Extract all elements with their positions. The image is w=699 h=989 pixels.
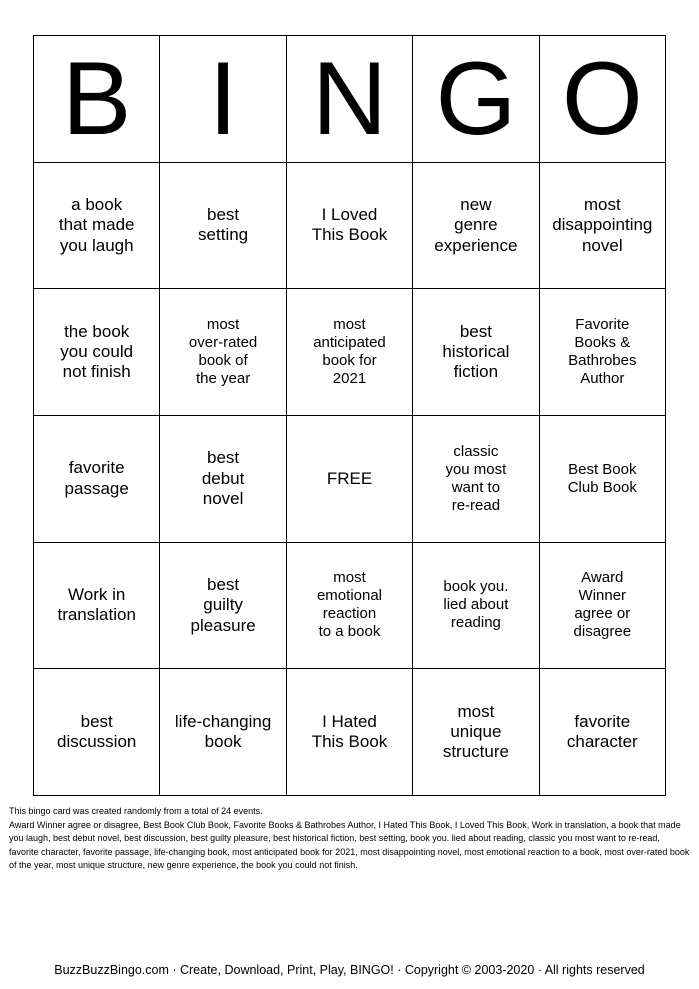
cell-text: most anticipated book for 2021 [313, 316, 386, 388]
bingo-cell [160, 289, 286, 416]
cell-text: the book you could not finish [60, 321, 134, 382]
cell-text: I Hated This Book [311, 711, 388, 752]
bingo-cell [160, 163, 286, 290]
bingo-cell [413, 289, 539, 416]
card-description [9, 805, 690, 873]
cell-text: Favorite Books & Bathrobes Author [568, 316, 637, 388]
cell-text: best discussion [57, 711, 137, 752]
bingo-card [33, 35, 666, 796]
bingo-cell [287, 669, 413, 796]
cell-text: most unique structure [442, 701, 509, 762]
free-space-text: FREE [326, 468, 373, 488]
bingo-cell [160, 543, 286, 670]
cell-text: most disappointing novel [552, 194, 653, 255]
bingo-cell [540, 163, 666, 290]
header-letter-n: N [287, 36, 413, 163]
cell-text: best setting [198, 205, 249, 245]
cell-text: best guilty pleasure [190, 574, 256, 635]
description-event-list: Award Winner agree or disagree, Best Book Club Book, Favorite Books & Bathrobes Author, I Hated This Book, I Loved This Book, Work in translation, a book that made you laugh, best debut novel, best discussion, best guilty pleasure, best historical fiction, best setting, book you. lied about reading, classic you most want to re-read, favorite character, favorite passage, life-changing book, most anticipated book for 2021, most disappointing novel, most emotional reaction to a book, most over-rated book of the year, most unique structure, new genre experience, the book you could not finish. [9, 819, 690, 870]
header-letter-g: G [413, 36, 539, 163]
bingo-cell [413, 416, 539, 543]
cell-text: Best Book Club Book [567, 460, 637, 496]
bingo-cell [540, 669, 666, 796]
bingo-cell [34, 416, 160, 543]
bingo-cell [287, 163, 413, 290]
bingo-cell [160, 416, 286, 543]
cell-text: best debut novel [201, 448, 245, 509]
bingo-cell [34, 669, 160, 796]
cell-text: Award Winner agree or disagree [573, 569, 632, 641]
cell-text: favorite character [566, 711, 638, 752]
cell-text: most emotional reaction to a book [316, 569, 383, 641]
cell-text: Work in translation [57, 585, 136, 625]
cell-text: classic you most want to re-read [445, 442, 507, 514]
bingo-cell [287, 289, 413, 416]
header-letter-i: I [160, 36, 286, 163]
description-summary: This bingo card was created randomly from a total of 24 events. [9, 806, 263, 816]
bingo-cell [413, 163, 539, 290]
bingo-cell [287, 543, 413, 670]
cell-text: favorite passage [64, 458, 129, 498]
bingo-cell [160, 669, 286, 796]
bingo-cell [540, 543, 666, 670]
cell-text: life-changing book [174, 711, 272, 752]
bingo-cell [34, 289, 160, 416]
cell-text: new genre experience [434, 194, 518, 255]
bingo-cell [413, 669, 539, 796]
bingo-cell [413, 543, 539, 670]
bingo-cell [34, 543, 160, 670]
bingo-cell [540, 289, 666, 416]
bingo-cell [540, 416, 666, 543]
header-letter-o: O [540, 36, 666, 163]
header-letter-b: B [34, 36, 160, 163]
footer-copyright: BuzzBuzzBingo.com · Create, Download, Print, Play, BINGO! · Copyright © 2003-2020 · All rights reserved [54, 963, 645, 977]
free-space-cell [287, 416, 413, 543]
bingo-cell [34, 163, 160, 290]
cell-text: I Loved This Book [311, 205, 388, 245]
cell-text: best historical fiction [442, 321, 510, 382]
cell-text: book you. lied about reading [443, 578, 509, 632]
cell-text: most over-rated book of the year [188, 316, 258, 388]
cell-text: a book that made you laugh [58, 194, 135, 255]
